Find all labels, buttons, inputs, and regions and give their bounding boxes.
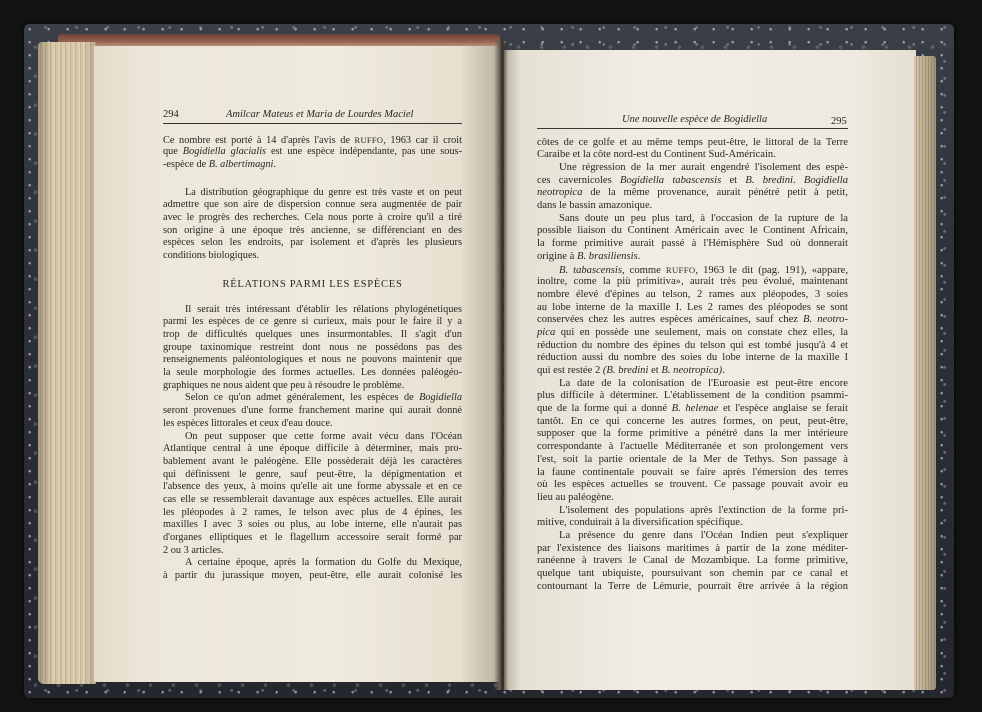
- text-line: [537, 492, 848, 505]
- text-line: [537, 390, 848, 403]
- text-run: est une espèce indépendante, pas une sous-: [266, 146, 462, 158]
- text-line: [537, 479, 848, 492]
- text-run: conservées chez les autres espèces américaines, sauf chez: [537, 314, 804, 326]
- text-run: 2 ou 3 articles.: [163, 544, 224, 556]
- italic-run: B. bredini: [745, 174, 793, 186]
- running-head-title: Une nouvelle espèce de Bogidiella: [622, 114, 768, 125]
- text-run: Une régression de la mer aurait engendré l'isolement des espè-: [559, 162, 848, 174]
- text-run: .: [273, 159, 276, 171]
- text-run: et: [721, 174, 746, 186]
- section-heading: RÉLATIONS PARMI LES ESPÈCES: [222, 278, 403, 290]
- text-line: [537, 149, 848, 162]
- text-run: que: [163, 146, 183, 158]
- right-page-stack-edge: [914, 56, 936, 690]
- text-run: conditions biologiques.: [163, 250, 260, 262]
- text-run: -espèce de: [163, 159, 209, 171]
- text-line: [537, 175, 848, 188]
- text-line: [537, 543, 848, 556]
- small-caps-run: RUFFO: [665, 264, 696, 275]
- text-run: l'absence des yeux, à moins qu'elle ait une forme abyssale et en ce: [163, 481, 462, 493]
- text-run: .: [722, 365, 725, 377]
- text-line: [163, 469, 462, 482]
- italic-run: neotropica: [537, 187, 583, 199]
- text-run: la faune continentale pouvait se faire après l'émersion des terres: [537, 466, 848, 478]
- text-run: lieu au paléogène.: [537, 491, 614, 503]
- text-run: bablement avant le paléogène. Elle possèderait déjà les caractères: [163, 455, 462, 467]
- paragraph: [163, 431, 462, 558]
- text-line: [537, 530, 848, 543]
- text-line: [163, 570, 462, 583]
- text-run: réduction aussi du nombre des soies du lobe interne de la maxille I: [537, 352, 848, 364]
- paragraph: [163, 134, 462, 172]
- text-line: [163, 443, 462, 456]
- text-section: [163, 187, 462, 263]
- text-line: [537, 200, 848, 213]
- text-run: , comme: [622, 264, 666, 276]
- text-run: origine à: [537, 250, 578, 262]
- text-run: quelque tant ubiquiste, poursuivant son chemin par ce canal et: [537, 568, 848, 580]
- left-page-text: [163, 134, 462, 583]
- text-section: [537, 137, 848, 594]
- text-line: [163, 225, 462, 238]
- text-run: et: [648, 365, 662, 377]
- text-line: [163, 532, 462, 545]
- text-run: la forme primitive aurait passé à l'Hémisphère Sud où donnerait: [537, 238, 848, 250]
- text-line: [163, 456, 462, 469]
- text-line: [537, 517, 848, 530]
- text-run: que de la forme qui a donné: [537, 403, 672, 415]
- header-rule-left: [163, 123, 462, 124]
- left-page-stack-edge: [38, 42, 96, 684]
- page-number-left: 294: [163, 109, 179, 120]
- text-line: [537, 505, 848, 518]
- text-run: admettre que son aire de dispersion connue sera augmentée de pair: [163, 199, 462, 211]
- text-line: [163, 545, 462, 558]
- text-line: [163, 199, 462, 212]
- text-run: Caraibe et la côte nord-est du Continent Sud-Américain.: [537, 149, 776, 161]
- text-line: [163, 519, 462, 532]
- text-line: [163, 431, 462, 444]
- text-run: côtes de ce golfe et au même temps peut-être, le littoral de la Terre: [537, 136, 848, 148]
- text-line: [537, 454, 848, 467]
- text-line: [537, 467, 848, 480]
- text-run: La distribution géographique du genre est très vaste et on peut: [185, 186, 462, 198]
- text-line: [537, 213, 848, 226]
- text-run: réduction du nombre des épines du telson qui est tombé jusqu'à 4 et: [537, 339, 848, 351]
- page-number-right: 295: [831, 116, 847, 127]
- text-run: qui est restée 2: [537, 365, 603, 377]
- text-run: qui définissent le genre, sauf peut-être, la dépigmentation et: [163, 468, 462, 480]
- text-line: [163, 367, 462, 380]
- text-run: dans le bassin amazonique.: [537, 200, 653, 212]
- text-line: [163, 237, 462, 250]
- text-run: qui en possède une seulement, mais on constate chez elles, la: [555, 326, 848, 338]
- text-line: [163, 187, 462, 200]
- italic-run: Bogidiella: [803, 174, 848, 186]
- text-run: seront provenues d'une forme franchement marine qui aurait donné: [163, 405, 462, 417]
- italic-run: (B. bredini: [602, 365, 649, 377]
- text-run: les espèces littorales et ceux d'eau douce.: [163, 417, 333, 429]
- text-run: à partir du jurassique moyen, peut-être, elle aurait colonisé les: [163, 570, 462, 582]
- text-line: [537, 378, 848, 391]
- paragraph: [163, 304, 462, 393]
- text-run: la seule morphologie des formes actuelles. Les données paléogéo-: [163, 367, 462, 379]
- book-gutter: [494, 40, 508, 690]
- text-run: Sans doute un peu plus tard, à l'occasion de la rupture de la: [559, 212, 848, 224]
- right-page-text: [537, 137, 848, 594]
- paragraph: [537, 505, 848, 530]
- text-run: .: [637, 250, 641, 262]
- paragraph: [537, 213, 848, 264]
- text-line: [537, 289, 848, 302]
- text-run: Il serait très intéressant d'établir les rélations phylogénetiques: [185, 303, 462, 315]
- text-line: [537, 428, 848, 441]
- text-line: [163, 481, 462, 494]
- text-run: tantôt. En ce qui concerne les autres formes, on peut, peut-être,: [537, 415, 848, 427]
- text-line: [163, 250, 462, 263]
- text-line: [163, 557, 462, 570]
- text-line: [537, 314, 848, 327]
- text-line: [163, 405, 462, 418]
- text-run: au lobe interne de la maxille I. Les 2 rames des pléopodes se sont: [537, 301, 848, 313]
- paragraph: [163, 557, 462, 582]
- paragraph: [537, 264, 848, 378]
- header-rule-right: [537, 128, 848, 129]
- text-run: contournant la Terre de Lémurie, pourrait être arrivée à la région: [537, 580, 848, 592]
- text-run: ces cavernicoles: [537, 174, 620, 186]
- text-line: [537, 276, 848, 289]
- text-run: Ce nombre est porté à 14 d'après l'avis de: [163, 134, 355, 146]
- text-line: [163, 212, 462, 225]
- text-run: cas elle se ressemblerait davantage aux espèces actuelles. Elle aurait: [163, 493, 462, 505]
- text-line: [163, 354, 462, 367]
- text-run: renseignements paléontologiques et nous ne pouvons maintenir que: [163, 354, 462, 366]
- text-line: [163, 159, 462, 172]
- text-line: [537, 352, 848, 365]
- text-run: A certaine époque, après la formation du Golfe du Mexique,: [185, 557, 462, 569]
- text-line: [537, 264, 848, 277]
- text-run: l'est, soit la partie orientale de la Mer de Tethys. Son passage à: [537, 453, 848, 465]
- text-run: les pléopodes à 2 rames, le telson avec plus de 4 épines, les: [163, 506, 462, 518]
- text-run: où les espèces actuelles se trouvent. Ce passage pouvait avoir eu: [537, 479, 848, 491]
- italic-run: B. neotro-: [803, 314, 849, 326]
- text-line: [163, 380, 462, 393]
- text-line: [537, 403, 848, 416]
- text-line: [163, 134, 462, 147]
- italic-run: B. brasiliensis: [577, 250, 638, 262]
- text-run: ranéenne à travers le Canal de Mozambique. La forme primitive,: [537, 555, 848, 567]
- text-run: La présence du genre dans l'Océan Indien peut s'expliquer: [559, 529, 848, 541]
- text-line: [163, 418, 462, 431]
- text-line: [537, 137, 848, 150]
- text-run: avec le progrès des recherches. Cela nous porte à croire qu'il a tiré: [163, 212, 462, 224]
- text-line: [537, 581, 848, 594]
- text-run: L'isolement des populations après l'extinction de la forme pri-: [559, 504, 848, 516]
- italic-run: B. albertimagni: [208, 159, 274, 171]
- text-line: [537, 416, 848, 429]
- text-line: [537, 238, 848, 251]
- text-run: graphiques ne nous aident que peu à résoudre le problème.: [163, 379, 405, 391]
- text-run: mitive, conduirait à la diversification spécifique.: [537, 517, 743, 529]
- text-line: [537, 187, 848, 200]
- text-line: [163, 494, 462, 507]
- text-line: [537, 225, 848, 238]
- text-run: On peut supposer que cette forme avait vécu dans l'Océan: [185, 430, 462, 442]
- text-line: [537, 568, 848, 581]
- text-run: , 1963 le dit (pag. 191), «appare,: [695, 264, 848, 276]
- text-run: de la même provenance, aurait pénétré petit à petit,: [582, 187, 848, 199]
- paragraph: [163, 187, 462, 263]
- text-line: [537, 365, 848, 378]
- text-run: La date de la colonisation de l'Euroasie est peut-être encore: [559, 377, 848, 389]
- paragraph: [537, 137, 848, 162]
- text-run: possible liaison du Continent Américain avec le Continent Africain,: [537, 225, 848, 237]
- text-line: [537, 302, 848, 315]
- small-caps-run: RUFFO: [354, 134, 384, 145]
- text-line: [163, 392, 462, 405]
- text-run: maxilles I avec 3 soies ou plus, au lobe interne, elle n'aurait pas: [163, 519, 462, 531]
- text-run: et l'espèce anglaise se ferait: [718, 403, 848, 415]
- text-line: [537, 555, 848, 568]
- text-line: [163, 304, 462, 317]
- text-run: son origine à une époque très ancienne, se différenciant en des: [163, 224, 462, 236]
- text-run: correspondante à l'actuelle Méditerranée et son prolongement vers: [537, 441, 848, 453]
- text-run: inoltre, come la più primitiva», aurait très peu évolué, maintenant: [537, 276, 848, 288]
- text-run: par l'existence des liaisons maritimes à partir de la zone méditer-: [537, 542, 848, 554]
- text-line: [537, 340, 848, 353]
- text-run: Atlantique central à une époque difficile à déterminer, mais pro-: [163, 443, 462, 455]
- paragraph: [163, 392, 462, 430]
- italic-run: pica: [537, 326, 556, 338]
- paragraph: [537, 378, 848, 505]
- text-run: parmi les espèces de ce genre si curieux, mais pour le faire il y a: [163, 316, 462, 328]
- italic-run: B. neotropica): [661, 365, 723, 377]
- text-line: [163, 507, 462, 520]
- text-run: , 1963 car il croit: [383, 134, 462, 146]
- text-line: [537, 162, 848, 175]
- text-run: supposer que la forme primitive a pénétré dans la mer intérieure: [537, 428, 848, 440]
- text-run: trop de difficultés quelques unes insurmontables. Il s'agit d'un: [163, 329, 462, 340]
- text-line: [537, 251, 848, 264]
- paragraph: [537, 162, 848, 213]
- text-run: nombre élevé d'épines au telson, 2 rames aux pléopodes, 3 soies: [537, 288, 848, 300]
- italic-run: B. tabascensis: [559, 264, 622, 276]
- italic-run: Bogidiella glacialis: [182, 146, 267, 158]
- text-run: groupe taxinomique restreint dont nous ne possédons pas des: [163, 341, 462, 353]
- running-head-authors: Amilcar Mateus et Maria de Lourdes Maciel: [226, 109, 414, 120]
- text-run: plus difficile à déterminer. L'établissement de la condition psammi-: [537, 390, 848, 402]
- paragraph: [537, 530, 848, 593]
- text-line: [537, 441, 848, 454]
- text-line: [163, 146, 462, 159]
- text-run: .: [792, 174, 804, 186]
- text-line: [163, 342, 462, 355]
- text-section: [163, 278, 462, 583]
- italic-run: B. helenae: [671, 403, 719, 415]
- text-run: d'organes elliptiques et le flagellum accessoire serait formé par: [163, 532, 462, 543]
- text-line: [537, 327, 848, 340]
- text-run: espèces selon les endroits, par isolement et d'après les plusieurs: [163, 237, 462, 249]
- text-run: Selon ce qu'on admet généralement, les espèces de: [185, 392, 420, 404]
- italic-run: Bogidiella tabascensis: [619, 174, 722, 186]
- text-line: [163, 316, 462, 329]
- text-line: [163, 329, 462, 342]
- text-section: [163, 134, 462, 172]
- italic-run: Bogidiella: [419, 392, 462, 404]
